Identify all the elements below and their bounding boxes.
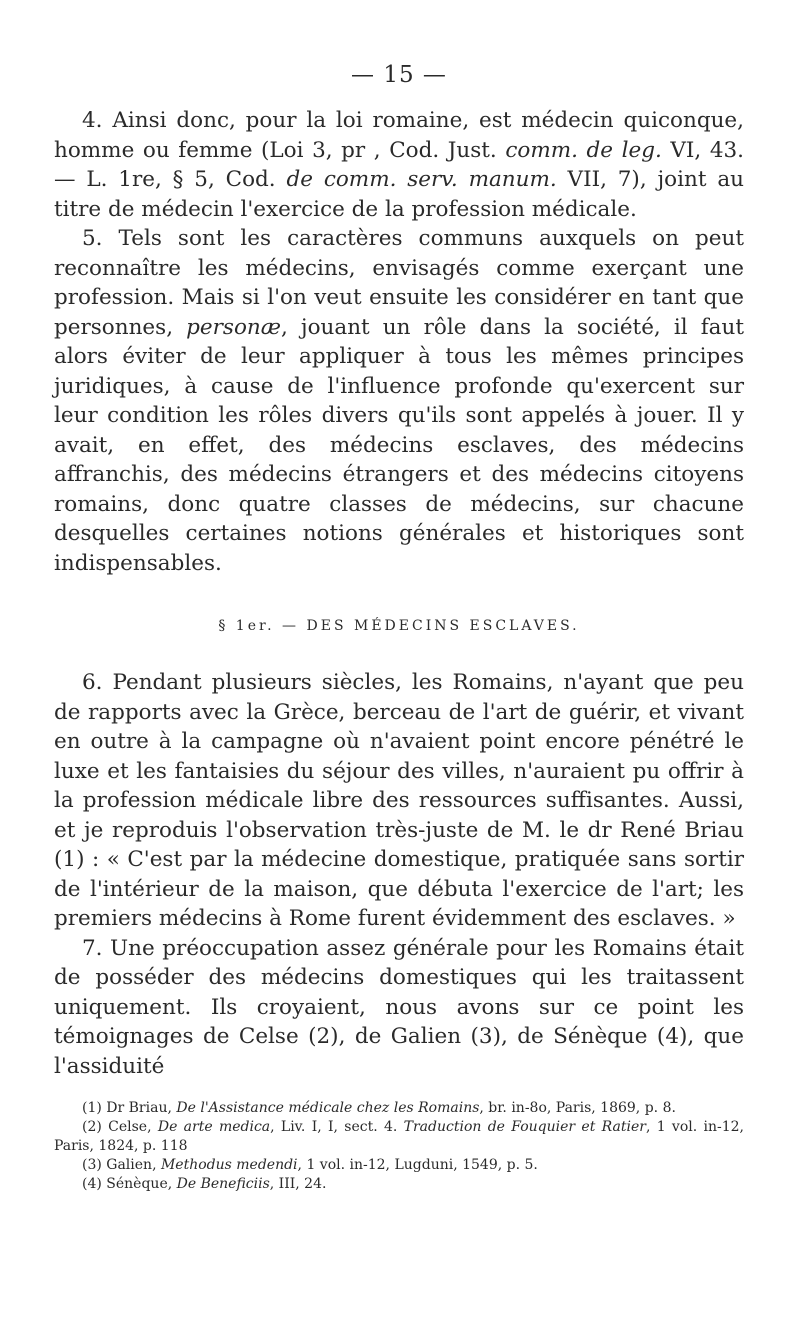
body-text-upper	[54, 106, 744, 578]
italic-text-run: Traduction de Fouquier et Ratier	[403, 1119, 646, 1135]
text-run: 6. Pendant plusieurs siècles, les Romains, n'ayant que peu de rapports avec la Grèce, berceau de l'art de guérir, et vivant en outre à la campagne où n'avaient point encore pénétré le luxe et les fantaisies du séjour des villes, n'auraient pu offrir à la profession médicale libre des ressources suffisantes. Aussi, et je reproduis l'observation très-juste de M. le dr René Briau (1) : « C'est par la médecine domestique, pratiquée sans sortir de l'intérieur de la maison, que débuta l'exercice de l'art; les premiers médecins à Rome furent évidemment des esclaves. »	[54, 670, 744, 931]
text-run: , br. in-8o, Paris, 1869, p. 8.	[479, 1100, 676, 1116]
text-run: , III, 24.	[269, 1176, 327, 1192]
italic-text-run: De arte medica	[157, 1119, 271, 1135]
text-run: 5. Tels sont les caractères communs auxquels on peut reconnaître les médecins, envisagés comme exerçant une profession. Mais si l'on veut ensuite les considérer en tant que personnes,	[54, 226, 744, 340]
footnote-2	[54, 1118, 744, 1156]
text-run: , 1 vol. in-12, Paris, 1824, p. 118	[54, 1119, 744, 1154]
section-heading: § 1er. — DES MÉDECINS ESCLAVES.	[218, 618, 580, 634]
book-page	[54, 62, 744, 1194]
text-run: (4) Sénèque,	[82, 1176, 177, 1192]
text-run: , Liv. I, I, sect. 4.	[270, 1119, 404, 1135]
text-run: 4. Ainsi donc, pour la loi romaine, est médecin quiconque, homme ou femme (Loi 3, pr , Cod. Just.	[54, 108, 744, 163]
text-run: (3) Galien,	[82, 1157, 161, 1173]
text-run: , 1 vol. in-12, Lugduni, 1549, p. 5.	[297, 1157, 538, 1173]
italic-text-run: Methodus medendi	[160, 1157, 298, 1173]
text-run: (2) Celse,	[82, 1119, 158, 1135]
text-run: (1) Dr Briau,	[82, 1100, 177, 1116]
footnote-1	[54, 1099, 744, 1118]
page-number: — 15 —	[351, 62, 447, 88]
italic-text-run: personæ	[186, 314, 281, 340]
body-text-lower	[54, 668, 744, 1081]
paragraph-5	[54, 224, 744, 578]
footnote-4	[54, 1175, 744, 1194]
paragraph-4	[54, 106, 744, 224]
text-run: 7. Une préoccupation assez générale pour les Romains était de posséder des médecins domestiques qui les traitassent uniquement. Ils croyaient, nous avons sur ce point les témoignages de Celse (2), de Galien (3), de Sénèque (4), que l'assiduité	[54, 935, 744, 1079]
paragraph-6	[54, 668, 744, 934]
footnote-3	[54, 1156, 744, 1175]
italic-text-run: comm. de leg.	[505, 137, 662, 163]
italic-text-run: de comm. serv. manum.	[286, 167, 557, 192]
italic-text-run: De Beneficiis	[176, 1176, 270, 1192]
paragraph-7	[54, 934, 744, 1082]
text-run: VII, 7), joint au titre de médecin l'exercice de la profession médicale.	[54, 167, 744, 222]
text-run: , jouant un rôle dans la société, il faut alors éviter de leur appliquer à tous les mêmes principes juridiques, à cause de l'influence profonde qu'exercent sur leur condition les rôles divers qu'ils sont appelés à jouer. Il y avait, en effet, des médecins esclaves, des médecins affranchis, des médecins étrangers et des médecins citoyens romains, donc quatre classes de médecins, sur chacune desquelles certaines notions générales et historiques sont indispensables.	[54, 314, 744, 576]
text-run: VI, 43. — L. 1re, § 5, Cod.	[54, 137, 745, 192]
italic-text-run: De l'Assistance médicale chez les Romains	[176, 1100, 480, 1116]
footnotes	[54, 1099, 744, 1194]
